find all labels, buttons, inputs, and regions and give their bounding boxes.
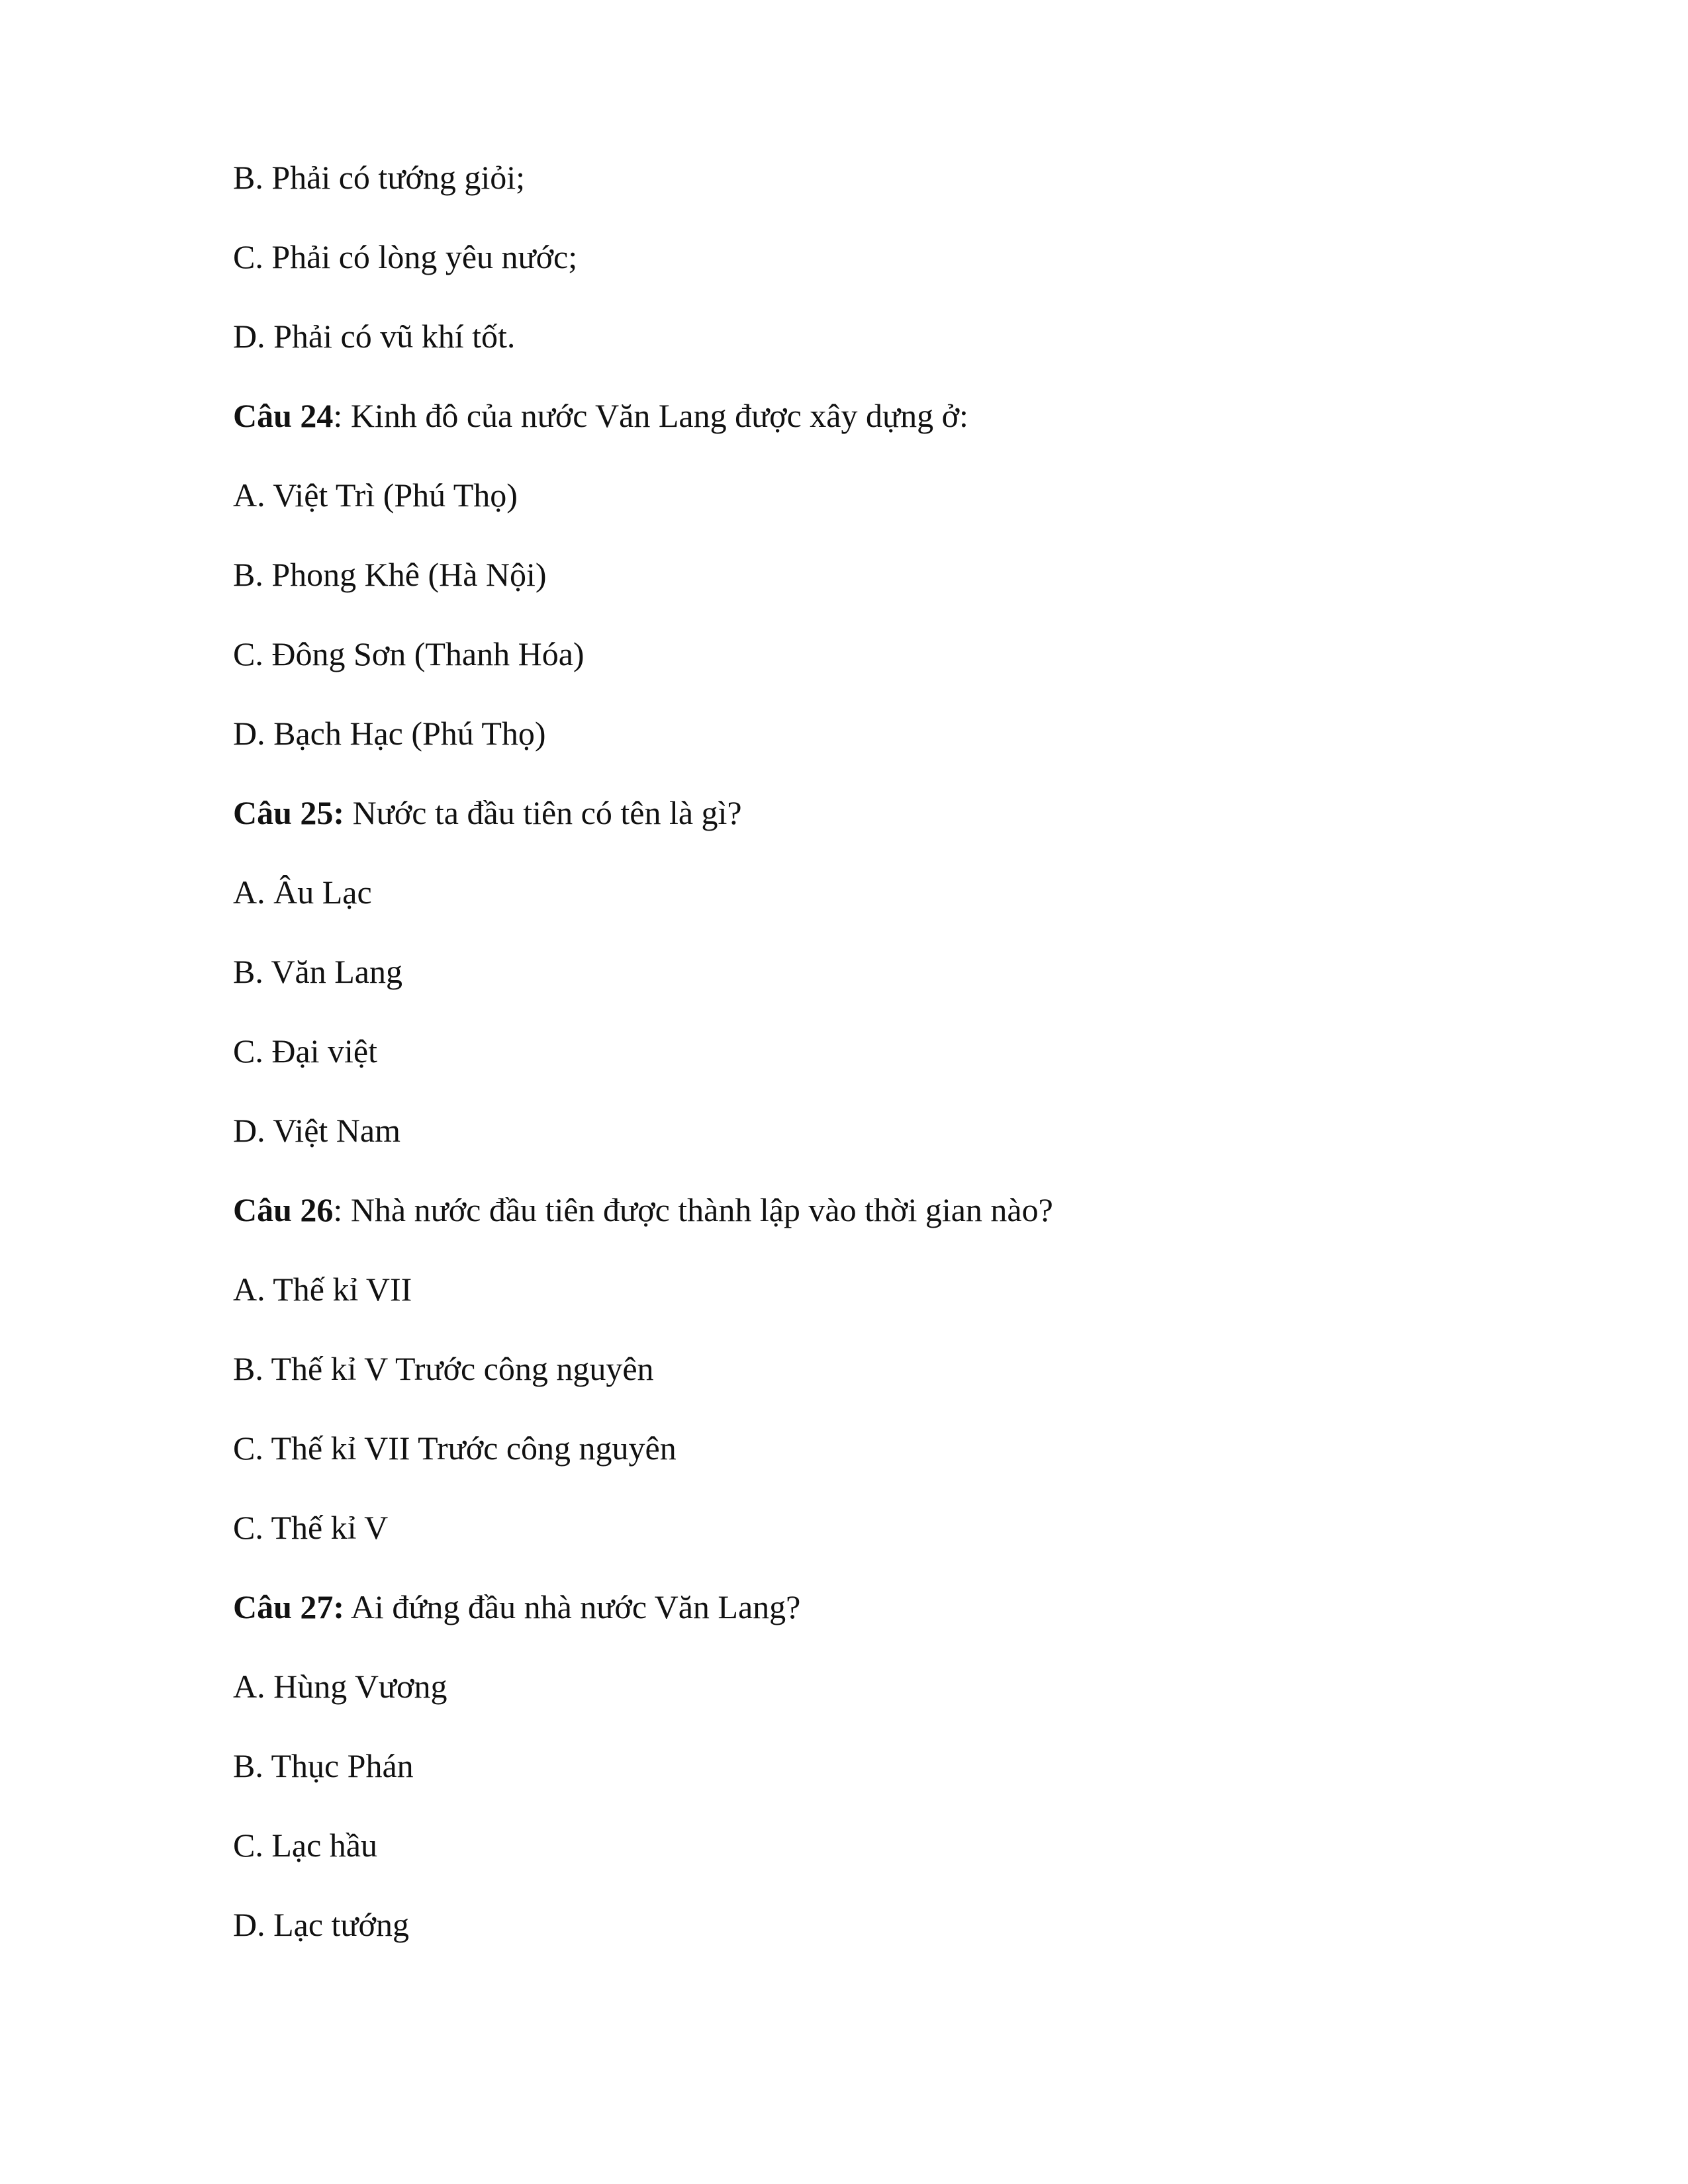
question-25 (233, 793, 742, 833)
option-b: B. Thục Phán (233, 1747, 414, 1784)
question-number: Câu 26 (233, 1191, 334, 1228)
question-prompt: Nhà nước đầu tiên được thành lập vào thời gian nào? (342, 1191, 1053, 1228)
question-number: Câu 24 (233, 397, 334, 434)
question-prompt: Kinh đô của nước Văn Lang được xây dựng ở: (342, 397, 968, 434)
question-prompt: Nước ta đầu tiên có tên là gì? (344, 794, 742, 831)
option-b: B. Văn Lang (233, 953, 402, 990)
option-c: C. Đại việt (233, 1032, 378, 1069)
question-number: Câu 27: (233, 1588, 345, 1625)
option-b: B. Phong Khê (Hà Nội) (233, 556, 547, 593)
option-b: B. Thế kỉ V Trước công nguyên (233, 1350, 654, 1387)
question-24 (233, 396, 968, 435)
question-separator: : (333, 397, 343, 434)
option-d: D. Việt Nam (233, 1112, 400, 1149)
option-d: C. Thế kỉ V (233, 1509, 389, 1546)
option-d-prev: D. Phải có vũ khí tốt. (233, 318, 516, 355)
option-c: C. Lạc hầu (233, 1827, 377, 1864)
option-a: A. Thế kỉ VII (233, 1271, 412, 1308)
question-26 (233, 1190, 1053, 1230)
option-c: C. Đông Sơn (Thanh Hóa) (233, 635, 585, 672)
option-c: C. Thế kỉ VII Trước công nguyên (233, 1430, 677, 1467)
option-a: A. Âu Lạc (233, 874, 372, 911)
option-d: D. Bạch Hạc (Phú Thọ) (233, 715, 546, 752)
question-separator: : (333, 1191, 343, 1228)
question-number: Câu 25: (233, 794, 345, 831)
option-a: A. Việt Trì (Phú Thọ) (233, 477, 518, 514)
question-prompt: Ai đứng đầu nhà nước Văn Lang? (344, 1588, 801, 1625)
option-b-prev: B. Phải có tướng giỏi; (233, 159, 526, 196)
option-d: D. Lạc tướng (233, 1906, 409, 1943)
question-27 (233, 1587, 800, 1627)
option-a: A. Hùng Vương (233, 1668, 447, 1705)
option-c-prev: C. Phải có lòng yêu nước; (233, 238, 578, 275)
